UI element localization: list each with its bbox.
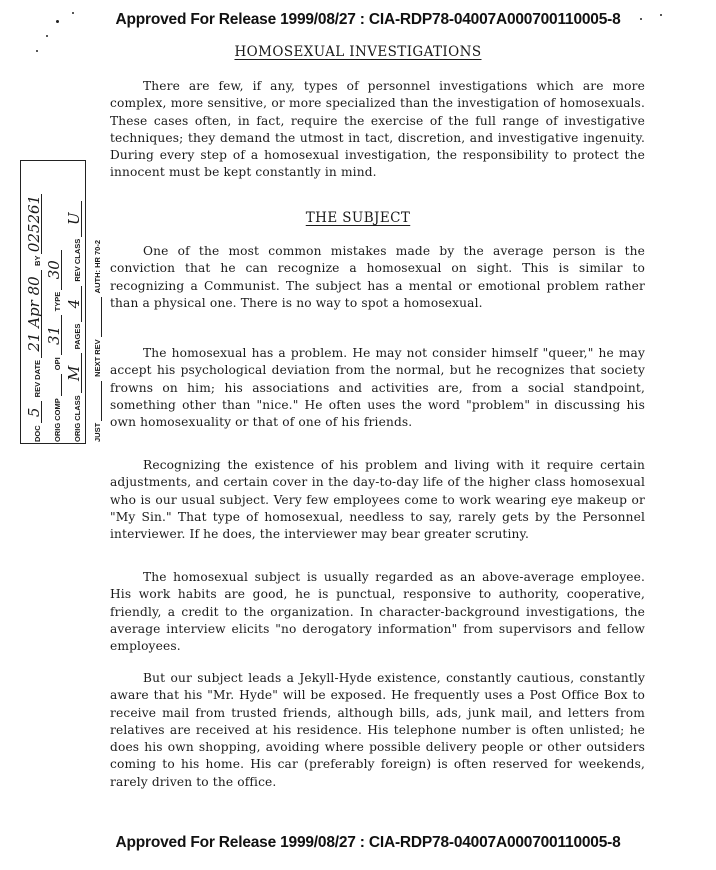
body-paragraph: The homosexual has a problem. He may not consider himself "queer," he may accept his psychological deviation from the normal, but he recognizes that society frowns on him; his associations and activities are, from a social standpoint, something other than "nice." He often uses the word "problem" in discussing his own homosexuality or that of one of his friends. xyxy=(110,346,645,430)
body-paragraph: Recognizing the existence of his problem and living with it require certain adjustments, and certain cover in the day-to-day life of the higher class homosexual who is our usual subject. Very few employees come to work wearing eye makeup or "My Sin." That type of homosexual, needless to say, rarely gets by the Personnel interviewer. If he does, the interviewer may bear greater scrutiny. xyxy=(110,458,645,542)
stamp-row: ORIG CLASS M PAGES 4 REV CLASS U xyxy=(62,162,82,442)
page-title: HOMOSEXUAL INVESTIGATIONS xyxy=(234,44,482,60)
release-footer-stamp: Approved For Release 1999/08/27 : CIA-RDP78-04007A000700110005-8 xyxy=(115,834,621,851)
section-heading: THE SUBJECT xyxy=(305,210,411,226)
release-header-stamp: Approved For Release 1999/08/27 : CIA-RDP78-04007A000700110005-8 xyxy=(115,11,621,28)
stamp-row: JUST NEXT REV AUTH: HR 70-2 xyxy=(93,239,102,442)
body-paragraph: But our subject leads a Jekyll-Hyde existence, constantly cautious, constantly aware that his "Mr. Hyde" will be exposed. He frequently uses a Post Office Box to receive mail from trusted friends, although bills, ads, junk mail, and letters from relatives are received at his residence. His telephone number is often unlisted; he does his own shopping, avoiding where possible delivery people or other outsiders coming to his home. His car (preferably foreign) is often reserved for weekends, rarely driven to the office. xyxy=(110,671,645,789)
body-paragraph: One of the most common mistakes made by the average person is the conviction that he can recognize a homosexual on sight. This is similar to recognizing a Communist. The subject has a mental or emotional problem rather than a physical one. There is no way to spot a homosexual. xyxy=(110,244,645,310)
stamp-row: ORIG COMP OPI 31 TYPE 30 xyxy=(42,162,62,442)
intro-paragraph: There are few, if any, types of personnel investigations which are more complex, more sensitive, or more specialized than the investigation of homosexuals. These cases often, in fact, require the exercise of the full range of investigative techniques; they demand the utmost in tact, discretion, and investigative ingenuity. During every step of a homosexual investigation, the responsibility to protect the innocent must be kept constantly in mind. xyxy=(110,79,645,180)
stamp-row: DOC 5 REV DATE 21 Apr 80 BY 025261 xyxy=(25,194,43,442)
review-stamp-box xyxy=(20,160,102,444)
scan-speck xyxy=(46,35,48,37)
body-paragraph: The homosexual subject is usually regarded as an above-average employee. His work habits are good, he is punctual, responsive to authority, cooperative, friendly, a credit to the organization. In character-background investigations, the average interview elicits "no derogatory information" from supervisors and fellow employees. xyxy=(110,570,645,654)
